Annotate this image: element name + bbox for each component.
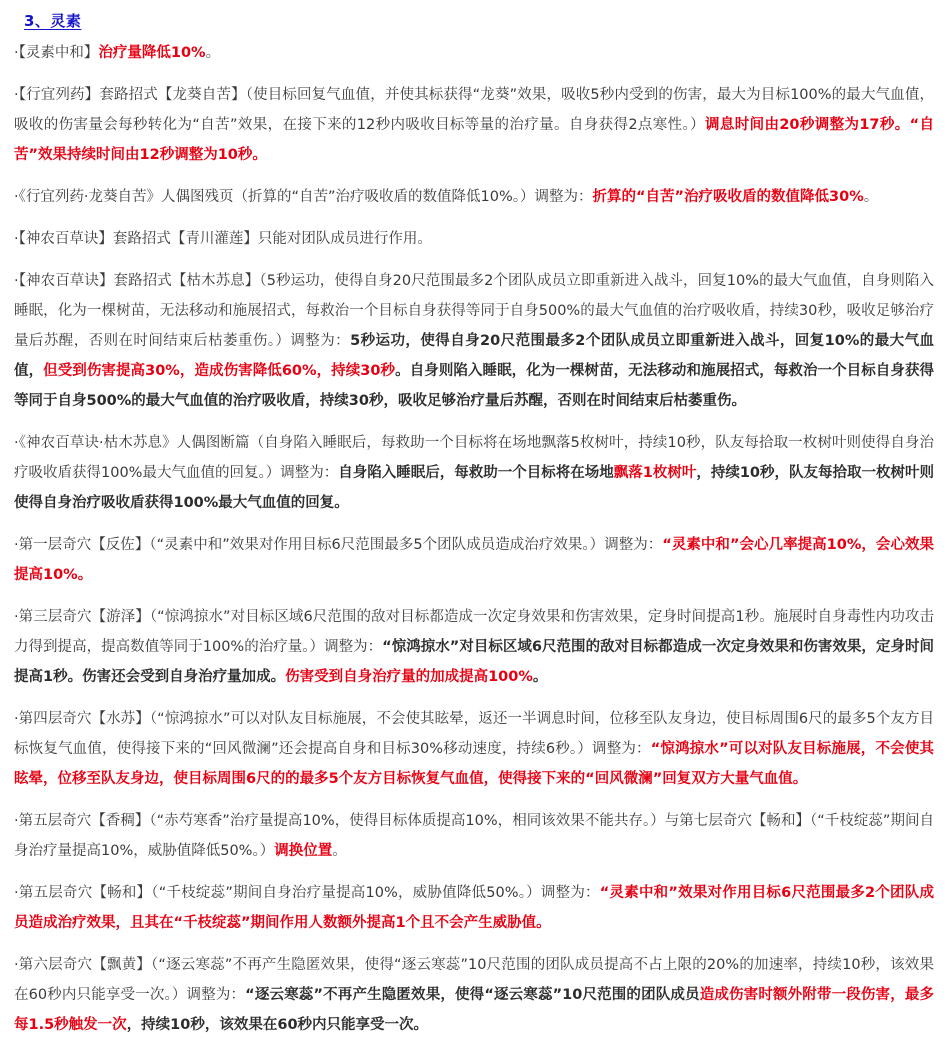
body-text: ·第四层奇穴【水苏】（“惊鸿掠水”可以对队友目标施展，不会使其眩晕，返还一半调息时间，位移至队友身边，使目标周围6尺的最多5个友方目标恢复气血值，使得接下来的“回风微澜”还会提高自身和目标30%移动速度，持续6秒。）调整为： xyxy=(14,711,934,757)
highlight-text: 造成伤害时额外附带一段伤害，最多每1.5秒触发一次 xyxy=(14,987,935,1033)
emphasis-text: 。 xyxy=(532,669,548,685)
highlight-text: 飘落1枚树叶 xyxy=(613,465,697,481)
patch-entry xyxy=(14,704,934,794)
body-text: ·第一层奇穴【反佐】（“灵素中和”效果对作用目标6尺范围最多5个团队成员造成治疗效果。）调整为： xyxy=(14,537,663,553)
body-text: 。 xyxy=(205,45,221,61)
patch-entry xyxy=(14,224,934,254)
highlight-text: 折算的“自苦”治疗吸收盾的数值降低30% xyxy=(592,189,864,205)
patch-entry xyxy=(14,80,934,170)
highlight-text: “灵素中和”效果对作用目标6尺范围最多2个团队成员造成治疗效果，且其在“千枝绽蕊”期间作用人数额外提高1个且不会产生威胁值。 xyxy=(14,885,934,931)
body-text: ·【神农百草诀】套路招式【枯木苏息】（5秒运功，使得自身20尺范围最多2个团队成员立即重新进入战斗，回复10%的最大气血值，自身则陷入睡眠，化为一棵树苗，无法移动和施展招式，每救治一个目标自身获得等同于自身500%的最大气血值的治疗吸收盾，持续30秒，吸收足够治疗量后苏醒，否则在时间结束后枯萎重伤。）调整为： xyxy=(14,273,934,349)
emphasis-text: 自身陷入睡眠后，每救助一个目标将在场地 xyxy=(338,465,614,481)
patch-entry xyxy=(14,950,934,1040)
highlight-text: 治疗量降低10% xyxy=(98,45,206,61)
body-text: ·【行宜列药】套路招式【龙葵自苦】（使目标回复气血值，并使其标获得“龙葵”效果，吸收5秒内受到的伤害，最大为目标100%的最大气血值，吸收的伤害量会每秒转化为“自苦”效果，在接下来的12秒内吸收目标等量的治疗量。自身获得2点寒性。） xyxy=(14,87,934,133)
body-text: ·《行宜列药·龙葵自苦》人偶图残页（折算的“自苦”治疗吸收盾的数值降低10%。）调整为： xyxy=(14,189,593,205)
body-text: ·第五层奇穴【畅和】（“千枝绽蕊”期间自身治疗量提高10%，威胁值降低50%。）调整为： xyxy=(14,885,600,901)
patch-entry xyxy=(14,878,934,938)
highlight-text: 调换位置 xyxy=(274,843,333,859)
patch-entry xyxy=(14,602,934,692)
highlight-text: 调息时间由20秒调整为17秒。“自苦”效果持续时间由12秒调整为10秒。 xyxy=(14,117,935,163)
emphasis-text: ，持续10秒，队友每拾取一枚树叶则使得自身治疗吸收盾获得100%最大气血值的回复。 xyxy=(14,465,935,511)
patch-entry xyxy=(14,428,934,518)
patch-entry-list xyxy=(14,38,934,1040)
highlight-text: “惊鸿掠水”可以对队友目标施展，不会使其眩晕，位移至队友身边，使目标周围6尺的的最多5个友方目标恢复气血值，使得接下来的“回风微澜”回复双方大量气血值。 xyxy=(14,741,934,787)
highlight-text: 但受到伤害提高30%，造成伤害降低60%，持续30秒 xyxy=(43,363,396,379)
patch-entry xyxy=(14,266,934,416)
body-text: 。 xyxy=(332,843,347,859)
body-text: ·第五层奇穴【香稠】（“赤芍寒香”治疗量提高10%，使得目标体质提高10%，相同该效果不能共存。）与第七层奇穴【畅和】（“千枝绽蕊”期间自身治疗量提高10%，威胁值降低50%。） xyxy=(14,813,934,859)
body-text: 。 xyxy=(863,189,879,205)
patch-entry xyxy=(14,530,934,590)
patch-entry xyxy=(14,38,934,68)
patch-entry xyxy=(14,182,934,212)
emphasis-text: 。自身则陷入睡眠，化为一棵树苗，无法移动和施展招式，每救治一个目标自身获得等同于自身500%的最大气血值的治疗吸收盾，持续30秒，吸收足够治疗量后苏醒，否则在时间结束后枯萎重伤。 xyxy=(14,363,935,409)
section-heading-row xyxy=(14,4,934,38)
highlight-text: “灵素中和”会心几率提高10%，会心效果提高10%。 xyxy=(14,537,934,583)
patch-entry xyxy=(14,806,934,866)
body-text: ·第三层奇穴【游泽】（“惊鸿掠水”对目标区域6尺范围的敌对目标都造成一次定身效果和伤害效果，定身时间提高1秒。施展时自身毒性内功攻击力得到提高，提高数值等同于100%的治疗量。）调整为： xyxy=(14,609,934,655)
highlight-text: 伤害受到自身治疗量的加成提高100% xyxy=(285,669,533,685)
page-title: 3、灵素 xyxy=(24,12,82,30)
body-text: ·【神农百草诀】套路招式【青川灌莲】只能对团队成员进行作用。 xyxy=(14,231,432,247)
emphasis-text: ，持续10秒，该效果在60秒内只能享受一次。 xyxy=(126,1017,429,1033)
emphasis-text: 5秒运功，使得自身20尺范围最多2个团队成员立即重新进入战斗，回复10%的最大气血值， xyxy=(14,333,935,379)
emphasis-text: “惊鸿掠水”对目标区域6尺范围的敌对目标都造成一次定身效果和伤害效果，定身时间提高1秒。伤害还会受到自身治疗量加成。 xyxy=(14,639,935,685)
body-text: ·第六层奇穴【飘黄】（“逐云寒蕊”不再产生隐匿效果，使得“逐云寒蕊”10尺范围的团队成员提高不占上限的20%的加速率，持续10秒，该效果在60秒内只能享受一次。）调整为： xyxy=(14,957,934,1003)
body-text: ·《神农百草诀·枯木苏息》人偶图断篇（自身陷入睡眠后，每救助一个目标将在场地飘落5枚树叶，持续10秒，队友每拾取一枚树叶则使得自身治疗吸收盾获得100%最大气血值的回复。）调整为： xyxy=(14,435,934,481)
body-text: ·【灵素中和】 xyxy=(14,45,99,61)
emphasis-text: “逐云寒蕊”不再产生隐匿效果，使得“逐云寒蕊”10尺范围的团队成员 xyxy=(245,987,700,1003)
